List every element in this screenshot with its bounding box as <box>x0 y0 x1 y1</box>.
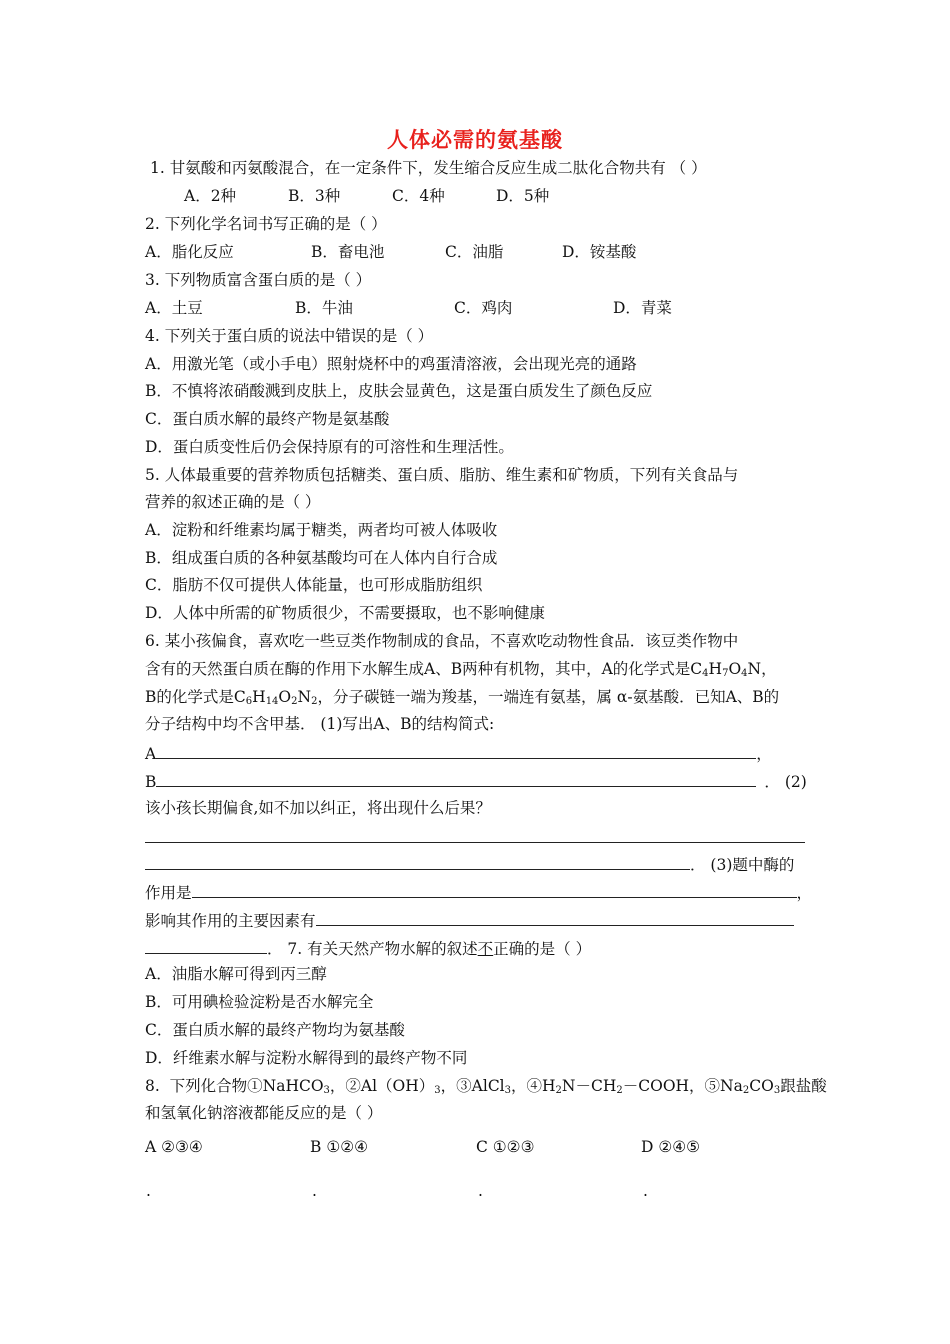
q5-option-a: A．淀粉和纤维素均属于糖类，两者均可被人体吸收 <box>145 521 498 539</box>
q4-option-a: A．用激光笔（或小手电）照射烧杯中的鸡蛋清溶液，会出现光亮的通路 <box>145 355 637 373</box>
q7-option-b: B．可用碘检验淀粉是否水解完全 <box>145 993 374 1011</box>
q6-answer-b-row <box>145 769 807 791</box>
q8-option-c: C ①②③ <box>476 1138 535 1156</box>
q1-option-d: D．5种 <box>496 187 550 205</box>
q8-dot-c: . <box>478 1182 483 1200</box>
q4-option-c: C．蛋白质水解的最终产物是氨基酸 <box>145 410 390 428</box>
q6-answer-a-comma: ， <box>756 745 772 763</box>
q5-option-d: D．人体中所需的矿物质很少，不需要摄取，也不影响健康 <box>145 604 545 622</box>
q4-option-b: B．不慎将浓硝酸溅到皮肤上，皮肤会显黄色，这是蛋白质发生了颜色反应 <box>145 382 653 400</box>
q5-option-c: C．脂肪不仅可提供人体能量，也可形成脂肪组织 <box>145 576 483 594</box>
q3-stem: 3. 下列物质富含蛋白质的是（ ） <box>145 271 372 289</box>
q6-answer-a-row <box>145 741 772 763</box>
q5-stem-line2: 营养的叙述正确的是（ ） <box>145 493 321 511</box>
q5-option-b: B．组成蛋白质的各种氨基酸均可在人体内自行合成 <box>145 549 498 567</box>
q6-line10 <box>145 880 812 902</box>
q5-stem-line1: 5. 人体最重要的营养物质包括糖类、蛋白质、脂肪、维生素和矿物质，下列有关食品与 <box>145 466 739 484</box>
q6-consequence-row2 <box>145 852 794 874</box>
q8-stem-line2: 和氢氧化钠溶液都能反应的是（ ） <box>145 1104 383 1122</box>
q6-factor-blank[interactable] <box>316 908 794 926</box>
q6-answer-a-blank[interactable] <box>156 741 756 759</box>
q4-option-d: D．蛋白质变性后仍会保持原有的可溶性和生理活性。 <box>145 438 514 456</box>
q3-option-c: C．鸡肉 <box>454 299 513 317</box>
q7-option-d: D．纤维素水解与淀粉水解得到的最终产物不同 <box>145 1049 468 1067</box>
q6-answer-b-blank[interactable] <box>156 769 756 787</box>
q7-option-a: A．油脂水解可得到丙三醇 <box>145 965 327 983</box>
q7-stem-post: 正确的是（ ） <box>493 940 592 958</box>
q3-option-b: B．牛油 <box>295 299 353 317</box>
q6-answer-a-label: A <box>145 745 157 763</box>
q6-factor-blank-continued[interactable] <box>145 936 267 954</box>
q6-answer-b-end: ． (2) <box>764 773 807 791</box>
q1-option-a: A．2种 <box>184 187 237 205</box>
q1-option-b: B．3种 <box>288 187 341 205</box>
q1-option-c: C．4种 <box>392 187 445 205</box>
q6-answer-b-label: B <box>145 773 157 791</box>
q8-stem-line1: 8. 下列化合物①NaHCO$_3$，$②Al(OH)_3$，③AlCl$_3$，$④H_2N-CH_2-COOH$，$⑤Na_2CO_3$跟盐酸 <box>145 1077 827 1096</box>
q6-line4: 分子结构中均不含甲基． (1)写出A、B的结构简式: <box>145 715 495 733</box>
q6-consequence-blank1[interactable] <box>145 825 805 843</box>
q6-consequence-blank2[interactable] <box>145 852 690 870</box>
q2-option-b: B．畜电池 <box>311 243 385 261</box>
q2-option-a: A．脂化反应 <box>145 243 234 261</box>
q6-line3-post: ，分子碳链一端为羧基，一端连有氨基，属 α-氨基酸．已知A、B的 <box>317 688 780 706</box>
q2-option-c: C．油脂 <box>445 243 504 261</box>
q8-option-a: A ②③④ <box>145 1138 203 1156</box>
q6-line3-pre: B的化学式是 <box>145 688 234 706</box>
q6-line1: 6. 某小孩偏食，喜欢吃一些豆类作物制成的食品，不喜欢吃动物性食品．该豆类作物中 <box>145 632 739 650</box>
q6-enzyme-role-blank[interactable] <box>192 880 797 898</box>
q6-line2-text: 含有的天然蛋白质在酶的作用下水解生成A、B两种有机物，其中，A的化学式是 <box>145 660 691 678</box>
q7-option-c: C．蛋白质水解的最终产物均为氨基酸 <box>145 1021 405 1039</box>
page-title: 人体必需的氨基酸 <box>387 128 563 152</box>
q7-stem <box>145 936 591 958</box>
q6-line11 <box>145 908 794 930</box>
q3-option-a: A．土豆 <box>145 299 203 317</box>
q8-option-d: D ②④⑤ <box>641 1138 701 1156</box>
q1-stem: 1. 甘氨酸和丙氨酸混合，在一定条件下，发生缩合反应生成二肽化合物共有 （ ） <box>150 159 707 177</box>
q8-dot-b: . <box>312 1182 317 1200</box>
q4-stem: 4. 下列关于蛋白质的说法中错误的是（ ） <box>145 327 434 345</box>
q8-dot-a: . <box>146 1182 151 1200</box>
q7-stem-emphasis: 不 <box>477 940 494 958</box>
q2-option-d: D．铵基酸 <box>562 243 637 261</box>
q6-line3 <box>145 686 779 708</box>
q6-end-3: ． (3)题中酶的 <box>690 856 795 874</box>
q7-stem-pre: ． 7. 有关天然产物水解的叙述 <box>267 940 478 958</box>
q6-consequence-row1 <box>145 825 805 847</box>
q2-stem: 2. 下列化学名词书写正确的是（ ） <box>145 215 387 233</box>
q6-formula-b: $C_6H_{14}O_2N_2$ <box>233 688 318 707</box>
q6-line7: 该小孩长期偏食,如不加以纠正，将出现什么后果？ <box>145 799 491 817</box>
q8-option-b: B ①②④ <box>310 1138 369 1156</box>
q3-option-d: D．青菜 <box>613 299 672 317</box>
q6-line2 <box>145 658 777 680</box>
q8-dot-d: . <box>643 1182 648 1200</box>
q6-factor-label: 影响其作用的主要因素有 <box>145 912 316 930</box>
q6-line2-comma: ， <box>761 660 777 678</box>
q6-enzyme-role-comma: ， <box>796 884 813 902</box>
q6-enzyme-role-label: 作用是 <box>145 884 192 902</box>
q6-formula-a: $C_4H_7O_4N$ <box>690 660 762 679</box>
